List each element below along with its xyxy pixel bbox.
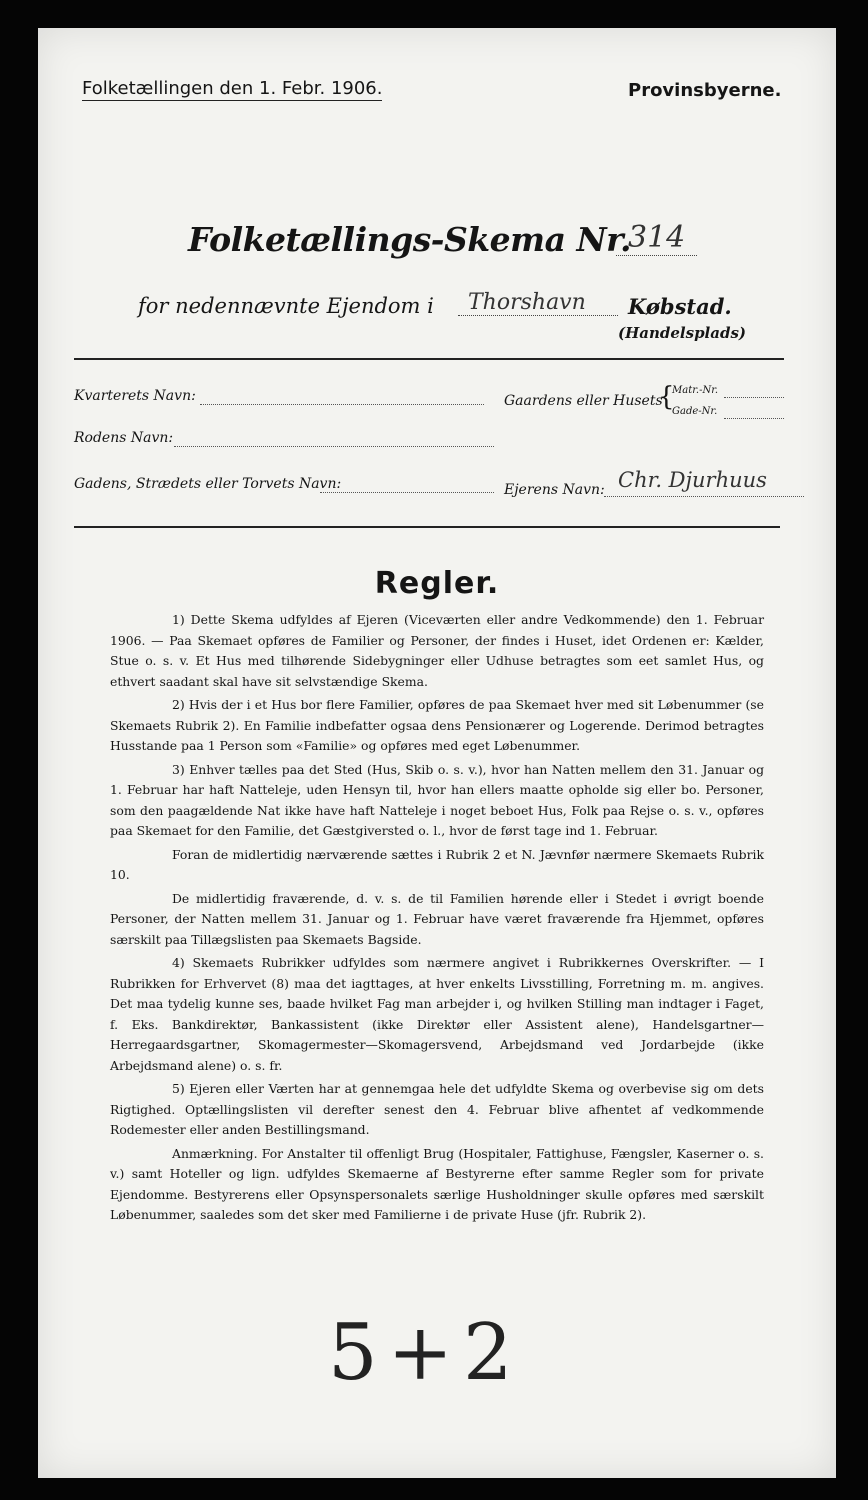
gade-nr-field-line <box>724 418 784 419</box>
form-title: Folketællings-Skema Nr. <box>188 220 631 259</box>
rule-4: 4) Skemaets Rubrikker udfyldes som nærmere angivet i Rubrikkernes Overskrifter. — I Rubrikken for Erhvervet (8) maa det iagttages, at hver enkelts Livsstilling, Forretning m. m. angives. Det maa tydelig kunne ses, baade hvilket Fag man arbejder i, og hvilken Stilling man indtager i Faget, f. Eks. Bankdirektør, Bankassistent (ikke Direktør eller Assistent alene), Handelsgartner—Herregaardsgartner, Skomagermester—Skomagersvend, Arbejdsmand ved Jordarbejde (ikke Arbejdsmand alene) o. s. fr. <box>110 955 764 1073</box>
rule-1: 1) Dette Skema udfyldes af Ejeren (Viceværten eller andre Vedkommende) den 1. Februar 1906. — Paa Skemaet opføres de Familier og Personer, der findes i Huset, idet Ordenen er: Kælder, Stue o. s. v. Et Hus med tilhørende Sidebygninger eller Udhuse betragtes som eet samlet Hus, og ethvert saadant skal have sit selvstændige Skema. <box>110 612 764 689</box>
handwritten-note: 5+2 <box>328 1308 523 1398</box>
rule-3-midlertidig-fravaerende: De midlertidig fraværende, d. v. s. de til Familien hørende eller i Stedet i øvrigt boende Personer, der Natten mellem 31. Januar og 1. Februar have været fraværende fra Hjemmet, opføres særskilt paa Tillægslisten paa Skemaets Bagside. <box>110 890 764 947</box>
kvarter-field-line <box>200 404 484 405</box>
rule-3: 3) Enhver tælles paa det Sted (Hus, Skib o. s. v.), hvor han Natten mellem den 31. Januar og 1. Februar har haft Natteleje, uden Hensyn til, hvor han ellers maatte opholde sig eller bo. Personer, som den paagældende Nat ikke have haft Natteleje i noget beboet Hus, Folk paa Rejse o. s. v., opføres paa Skemaet for den Familie, det Gæstgiversted o. l., hvor de først tage ind 1. Februar. <box>110 761 764 838</box>
rode-field-line <box>174 446 494 447</box>
owner-name: Chr. Djurhuus <box>618 468 767 492</box>
ejer-field-line <box>604 496 804 497</box>
census-header: Folketællingen den 1. Febr. 1906. <box>82 78 383 99</box>
gade-nr-label: Gade-Nr. <box>672 406 718 417</box>
brace: { <box>658 382 675 412</box>
top-divider <box>74 358 784 360</box>
rule-2: 2) Hvis der i et Hus bor flere Familier, opføres de paa Skemaet hver med sit Løbenummer (se Skemaets Rubrik 2). En Familie indbefatter ogsaa dens Pensionærer og Logerende. Derimod betragtes Husstande paa 1 Person som «Familie» og opføres med eget Løbenummer. <box>110 697 764 753</box>
region-label: Provinsbyerne. <box>628 80 782 101</box>
gaard-label: Gaardens eller Husets <box>504 393 663 409</box>
rule-5: 5) Ejeren eller Værten har at gennemgaa hele det udfyldte Skema og overbevise sig om dets Rigtighed. Optællingslisten vil derefter senest den 4. Februar blive afhentet af vedkommende Rodemester eller anden Bestillingsmand. <box>110 1081 764 1137</box>
rule-3-midlertidig-naervaerende: Foran de midlertidig nærværende sættes i Rubrik 2 et N. Jævnfør nærmere Skemaets Rubrik 10. <box>110 846 764 882</box>
census-form-page <box>38 28 836 1478</box>
form-subtitle: for nedennævnte Ejendom i <box>138 294 434 318</box>
matr-field-line <box>724 397 784 398</box>
handelsplads-label: (Handelsplads) <box>618 324 747 342</box>
gade-label: Gadens, Strædets eller Torvets Navn: <box>74 476 342 492</box>
form-number: 314 <box>616 220 697 256</box>
town-name: Thorshavn <box>458 290 618 316</box>
ejer-label: Ejerens Navn: <box>504 482 605 498</box>
rode-label: Rodens Navn: <box>74 430 174 446</box>
rule-anmaerkning: Anmærkning. For Anstalter til offenligt Brug (Hospitaler, Fattighuse, Fængsler, Kaserner o. s. v.) samt Hoteller og lign. udfyldes Skemaerne af Bestyrerne efter samme Regler som for private Ejendomme. Bestyrerens eller Opsynspersonalets særlige Husholdninger skulle opføres med særskilt Løbenummer, saaledes som det sker med Familierne i de private Huse (jfr. Rubrik 2). <box>110 1145 764 1222</box>
gade-field-line <box>320 492 494 493</box>
fields-divider <box>74 526 780 528</box>
kvarter-label: Kvarterets Navn: <box>74 388 196 404</box>
matr-label: Matr.-Nr. <box>672 385 719 396</box>
kobstad-label: Købstad. <box>628 294 732 319</box>
rules-heading: Regler. <box>374 566 500 601</box>
rules-text <box>110 610 764 1229</box>
